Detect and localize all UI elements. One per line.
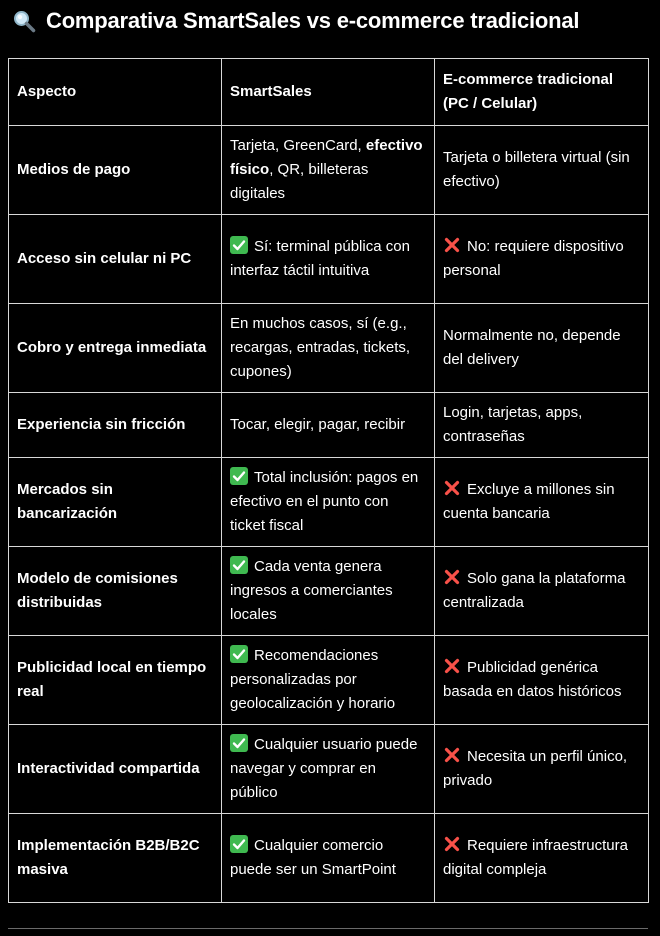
cell-aspect: Modelo de comisiones distribuidas: [9, 547, 222, 636]
cell-text: Cualquier comercio puede ser un SmartPoint: [230, 837, 396, 878]
cell-smartsales: [222, 126, 435, 215]
cell-traditional: [435, 636, 649, 725]
cross-mark-icon: [443, 746, 461, 764]
cross-mark-icon: [443, 236, 461, 254]
emphasis-text: efectivo físico: [230, 137, 423, 178]
title-text: Comparativa SmartSales vs e-commerce tradicional: [46, 8, 580, 33]
check-mark-icon: [230, 556, 248, 574]
header-traditional: E-commerce tradicional (PC / Celular): [435, 59, 649, 126]
cell-aspect: Cobro y entrega inmediata: [9, 304, 222, 393]
cell-traditional: [435, 304, 649, 393]
check-mark-icon: [230, 467, 248, 485]
cross-mark-icon: [443, 835, 461, 853]
check-mark-icon: [230, 645, 248, 663]
cell-smartsales: [222, 304, 435, 393]
cell-text: Recomendaciones personalizadas por geolocalización y horario: [230, 647, 396, 712]
cell-text: Requiere infraestructura digital compleja: [443, 837, 628, 878]
comparison-table: [8, 58, 649, 903]
cell-aspect: Implementación B2B/B2C masiva: [9, 814, 222, 903]
table-row: [9, 547, 649, 636]
table-row: [9, 636, 649, 725]
cell-traditional: [435, 393, 649, 458]
cell-text: Excluye a millones sin cuenta bancaria: [443, 481, 615, 522]
cell-text: En muchos casos, sí (e.g., recargas, entradas, tickets, cupones): [230, 315, 411, 380]
cell-aspect: Interactividad compartida: [9, 725, 222, 814]
header-smartsales: SmartSales: [222, 59, 435, 126]
cell-smartsales: [222, 725, 435, 814]
cell-text: Sí: terminal pública con interfaz táctil intuitiva: [230, 238, 410, 279]
cell-text: Solo gana la plataforma centralizada: [443, 570, 626, 611]
cell-text: Necesita un perfil único, privado: [443, 748, 628, 789]
check-mark-icon: [230, 734, 248, 752]
cell-text: Login, tarjetas, apps, contraseñas: [443, 404, 583, 445]
table-row: [9, 304, 649, 393]
cell-traditional: [435, 725, 649, 814]
cell-traditional: [435, 126, 649, 215]
table-row: [9, 725, 649, 814]
page-title: [12, 6, 579, 36]
divider: [8, 928, 648, 929]
cell-text: Tarjeta, GreenCard, efectivo físico, QR, billeteras digitales: [230, 137, 423, 202]
cell-text: Total inclusión: pagos en efectivo en el punto con ticket fiscal: [230, 469, 419, 534]
cell-smartsales: [222, 393, 435, 458]
cell-aspect: Experiencia sin fricción: [9, 393, 222, 458]
cell-aspect: Medios de pago: [9, 126, 222, 215]
check-mark-icon: [230, 236, 248, 254]
cell-aspect: Acceso sin celular ni PC: [9, 215, 222, 304]
cell-traditional: [435, 458, 649, 547]
table-row: [9, 814, 649, 903]
cell-text: Cada venta genera ingresos a comerciantes locales: [230, 558, 393, 623]
magnifier-icon: [12, 9, 36, 33]
table-row: [9, 215, 649, 304]
cell-text: Tocar, elegir, pagar, recibir: [230, 416, 406, 433]
cell-smartsales: [222, 636, 435, 725]
cross-mark-icon: [443, 568, 461, 586]
header-row: [9, 59, 649, 126]
cell-aspect: Mercados sin bancarización: [9, 458, 222, 547]
cross-mark-icon: [443, 657, 461, 675]
cell-text: Tarjeta o billetera virtual (sin efectivo): [443, 149, 630, 190]
cell-traditional: [435, 215, 649, 304]
cell-text: Cualquier usuario puede navegar y comprar en público: [230, 736, 418, 801]
cell-text: No: requiere dispositivo personal: [443, 238, 624, 279]
cell-smartsales: [222, 547, 435, 636]
cell-aspect: Publicidad local en tiempo real: [9, 636, 222, 725]
table-row: [9, 393, 649, 458]
cell-smartsales: [222, 814, 435, 903]
table-row: [9, 458, 649, 547]
header-aspect: Aspecto: [9, 59, 222, 126]
cell-text: Normalmente no, depende del delivery: [443, 327, 621, 368]
cross-mark-icon: [443, 479, 461, 497]
table-body: [9, 126, 649, 903]
cell-text: Publicidad genérica basada en datos históricos: [443, 659, 622, 700]
cell-smartsales: [222, 215, 435, 304]
table-row: [9, 126, 649, 215]
check-mark-icon: [230, 835, 248, 853]
cell-traditional: [435, 814, 649, 903]
cell-traditional: [435, 547, 649, 636]
cell-smartsales: [222, 458, 435, 547]
